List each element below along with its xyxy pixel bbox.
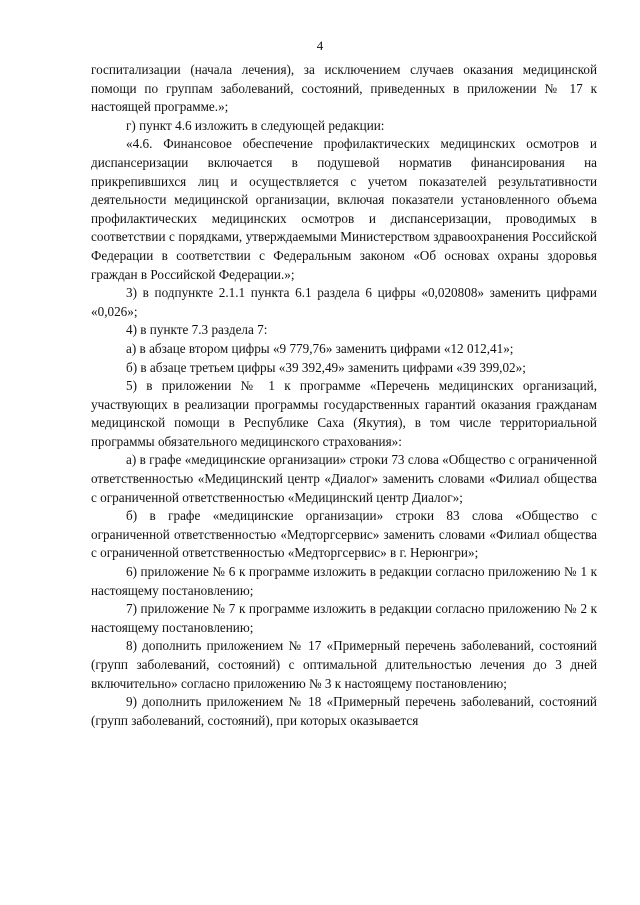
paragraph-item-5: 5) в приложении № 1 к программе «Перечень медицинских организаций, участвующих в реализации программы государственных гарантий оказания гражданам медицинской помощи в Республике Саха (Якутия), в том числе территориальной программы обязательного медицинского страхования»: [91,378,597,449]
paragraph-item-6: 6) приложение № 6 к программе изложить в редакции согласно приложению № 1 к настоящему постановлению; [91,564,597,598]
paragraph-item-8: 8) дополнить приложением № 17 «Примерный перечень заболеваний, состояний (групп заболеваний, состояний) с оптимальной длительностью лечения до 3 дней включительно» согласно приложению № 3 к настоящему постановлению; [91,638,597,691]
paragraph-item-4a: а) в абзаце втором цифры «9 779,76» заменить цифрами «12 012,41»; [126,340,514,356]
paragraph-item-9: 9) дополнить приложением № 18 «Примерный перечень заболеваний, состояний (групп заболеваний, состояний), при которых оказывается [91,694,597,728]
page-number: 4 [316,38,324,53]
document-body [91,61,597,730]
paragraph-item-4b: б) в абзаце третьем цифры «39 392,49» заменить цифрами «39 399,02»; [126,359,526,375]
paragraph-item-7: 7) приложение № 7 к программе изложить в редакции согласно приложению № 2 к настоящему постановлению; [91,601,597,635]
paragraph-quote-4-6: «4.6. Финансовое обеспечение профилактических медицинских осмотров и диспансеризации включается в подушевой норматив финансирования на прикрепившихся лиц и осуществляется с учетом показателей результативности деятельности медицинской организации, включая показатели установленного объема профилактических медицинских осмотров и диспансеризации, проводимых в соответствии с порядками, утверждаемыми Министерством здравоохранения Российской Федерации в соответствии с Федеральным законом «Об основах охраны здоровья граждан в Российской Федерации.»; [91,136,597,282]
paragraph-item-g: г) пункт 4.6 изложить в следующей редакции: [126,117,385,133]
paragraph-item-5a: а) в графе «медицинские организации» строки 73 слова «Общество с ограниченной ответственностью «Медицинский центр «Диалог» заменить словами «Филиал общества с ограниченной ответственностью «Медицинский центр Диалог»; [91,452,597,505]
paragraph-item-5b: б) в графе «медицинские организации» строки 83 слова «Общество с ограниченной ответственностью «Медторгсервис» заменить словами «Филиал общества с ограниченной ответственностью «Медторгсервис» в г. Нерюнгри»; [91,508,597,561]
paragraph-item-4: 4) в пункте 7.3 раздела 7: [126,322,268,338]
paragraph-item-3: 3) в подпункте 2.1.1 пункта 6.1 раздела 6 цифры «0,020808» заменить цифрами «0,026»; [91,285,597,319]
paragraph-continuation: госпитализации (начала лечения), за исключением случаев оказания медицинской помощи по группам заболеваний, состояний, приведенных в приложении № 17 к настоящей программе.»; [91,62,597,115]
